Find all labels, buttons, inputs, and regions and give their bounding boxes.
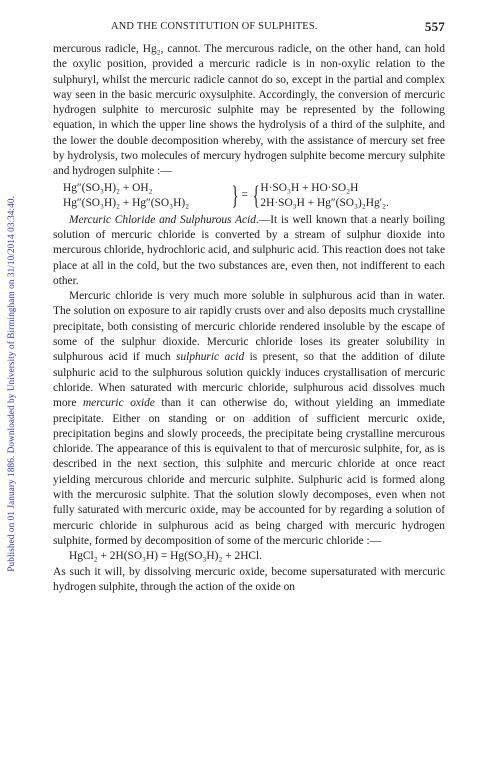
italic-mercuric-oxide: mercuric oxide — [82, 397, 155, 410]
page-number: 557 — [424, 19, 445, 34]
paragraph-2-body: —It is well known that a nearly boiling solution of mercuric chloride is converted by a stream of sulphur dioxide into mercurous chloride, hydrochloric acid, and sulphuric acid. This reaction does not take place at all in the cold, but the two substances are, even then, not indifferent to each other. — [53, 213, 445, 287]
right-brace-symbol: } — [231, 180, 239, 210]
equation-right-side — [260, 181, 389, 211]
paragraph-3-part-c: than it can otherwise do, without yielding an immediate precipitate. Either on standing or on addition of sufficient mercuric oxide, precipitation begins and slowly proceeds, the precipitate being crystalline mercurous chloride. The appearance of this is equivalent to that of mercurosic sulphite, for, as is described in the next section, this sulphite and mercuric chloride at once react yielding mercurous chloride and mercuric sulphite. Sulphuric acid is formed along with the mercurosic sulphite. That the solution slowly decomposes, even when not fully saturated with mercuric oxide, may be accounted for by regarding a solution of mercuric chloride in sulphurous acid as being charged with mercuric hydrogen sulphite, formed by decomposition of some of the mercuric chloride :— — [53, 397, 445, 547]
paragraph-1: mercurous radicle, Hg₂, cannot. The mercurous radicle, on the other hand, can hold the oxylic position, provided a mercuric radicle is in non-oxylic relation to the sulphuryl, whilst the mercuric radicle cannot do so, except in the partial and complex way seen in the basic mercuric oxysulphite. Accordingly, the conversion of mercuric hydrogen sulphite to mercurosic sulphite may be represented by the following equation, in which the upper line shows the hydrolysis of a third of the sulphite, and the lower the double decomposition whereby, with the assistance of mercury set free by hydrolysis, two molecules of mercury hydrogen sulphite become mercury sulphite and hydrogen sulphite :— — [53, 43, 445, 178]
equation-right-top: H·SO₃H + HO·SO₂H — [260, 181, 359, 194]
paragraph-2 — [53, 213, 445, 289]
equation-equals: = — [241, 189, 248, 202]
left-brace-symbol: { — [252, 180, 260, 210]
section-heading: Mercuric Chloride and Sulphurous Acid. — [69, 213, 259, 226]
article-body — [53, 42, 445, 595]
publication-sidebar — [0, 0, 22, 768]
equation-chloride: HgCl₂ + 2H(SO₃H) = Hg(SO₃H)₂ + 2HCl. — [69, 550, 263, 563]
paragraph-3-part-a: Mercuric chloride is very much more soluble in sulphurous acid than in water. The solution on exposure to air rapidly crusts over and also deposits much crystalline precipitate, both consisting of mercuric chloride rendered insoluble by the escape of some of the sulphur dioxide. Mercuric chloride loses its greater solubility in sulphurous acid if much — [53, 290, 445, 364]
equation-right-bottom: 2H·SO₃H + Hg″(SO₃)₂Hg′₂. — [260, 196, 389, 209]
running-header — [53, 21, 445, 37]
header-title: AND THE CONSTITUTION OF SULPHITES. — [111, 21, 318, 32]
italic-sulphuric-acid: sulphuric acid — [176, 351, 245, 364]
paragraph-3 — [53, 289, 445, 549]
equation-left-top: Hg″(SO₃H)₂ + OH₂ — [63, 181, 153, 194]
equation-hydrolysis — [53, 180, 445, 212]
paragraph-3-part-b: is present, so that the addition of dilute sulphuric acid to the sulphurous solution quickly induces crystallisation of mercuric chloride. When saturated with mercuric chloride, sulphurous acid dissolves much more — [53, 351, 445, 410]
equation-left-bottom: Hg″(SO₃H)₂ + Hg″(SO₃H)₂ — [63, 196, 190, 209]
sidebar-download-note: Published on 01 January 1886. Downloaded by University of Birmingham on 31/10/2014 03:34:40. — [6, 196, 16, 572]
equation-left-side — [53, 181, 231, 211]
paragraph-4: As such it will, by dissolving mercuric oxide, become supersaturated with mercuric hydrogen sulphite, through the action of the oxide on — [53, 565, 445, 593]
